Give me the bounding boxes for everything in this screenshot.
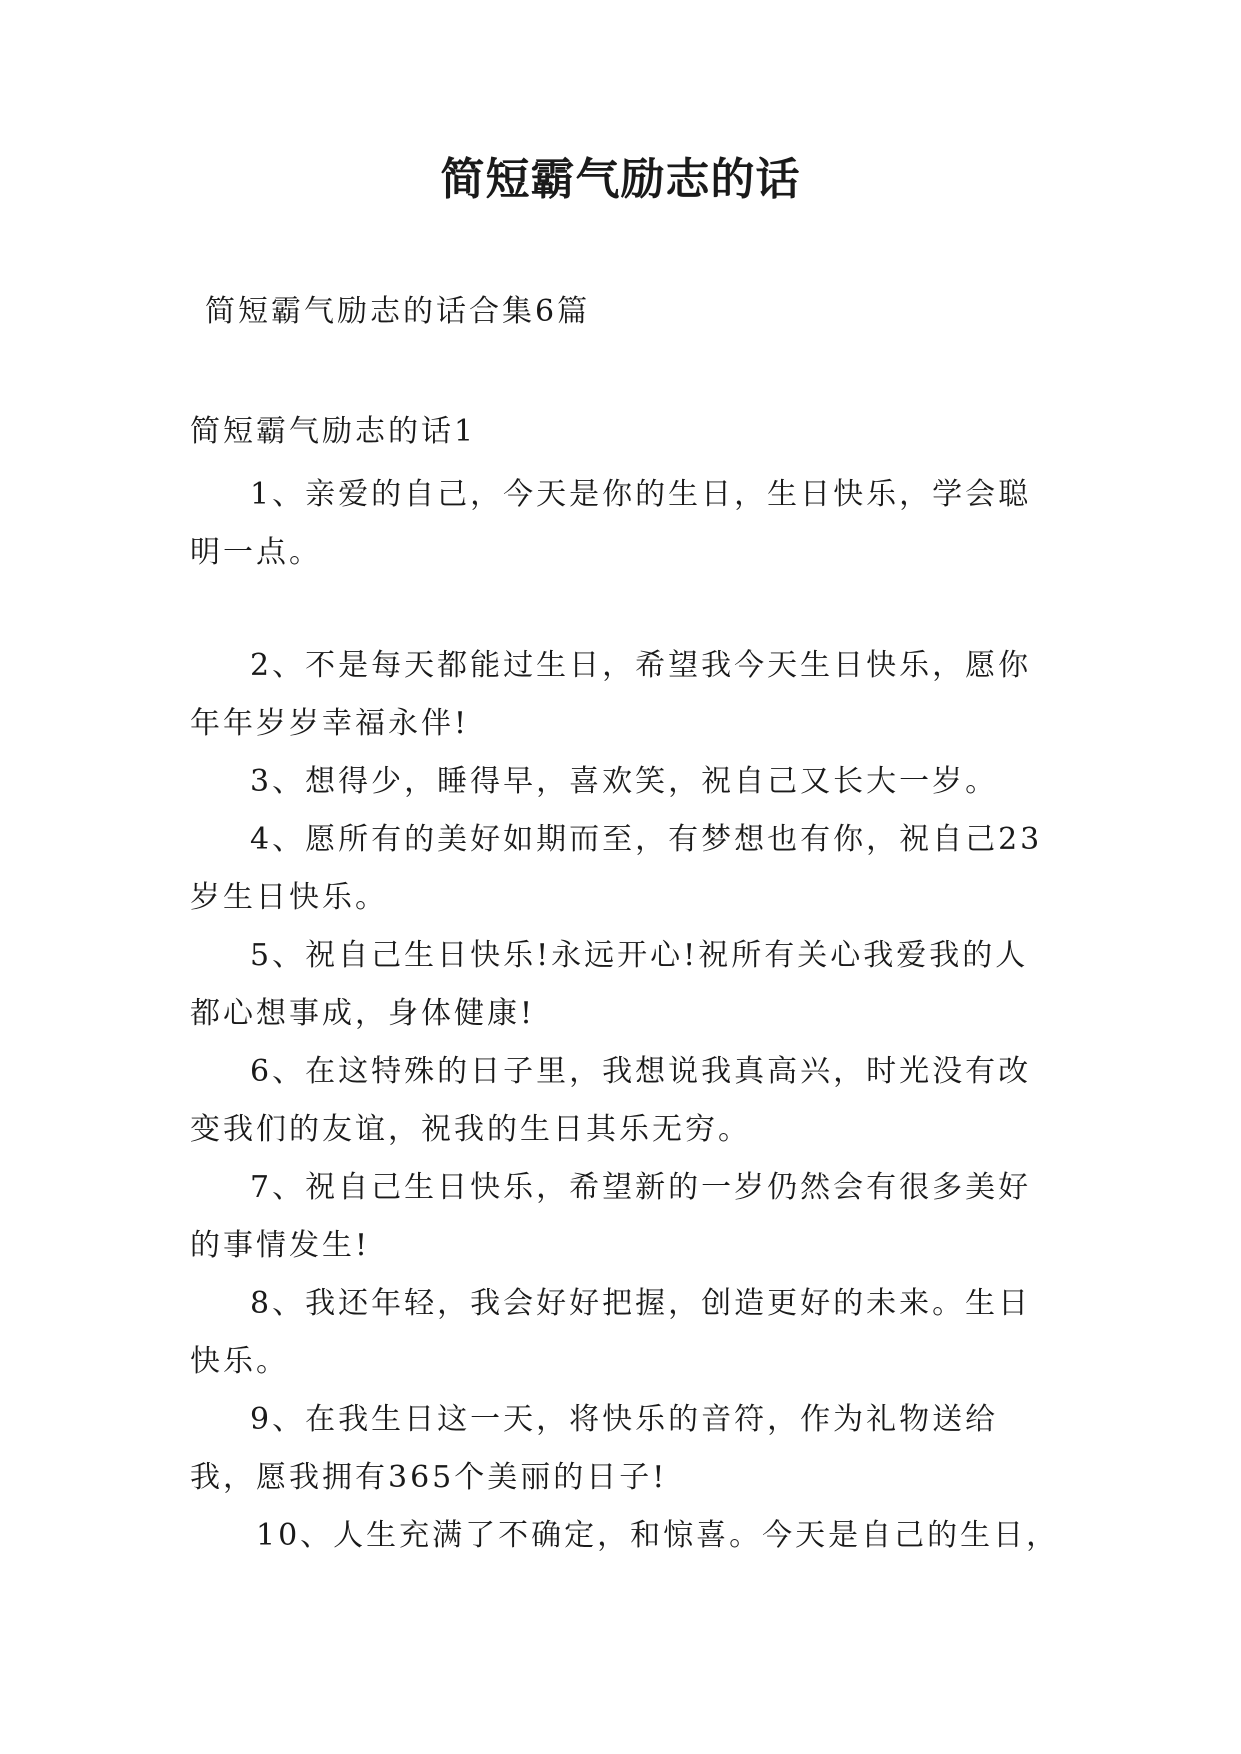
paragraph-8: 8、我还年轻，我会好好把握，创造更好的未来。生日快乐。 [190, 1286, 1032, 1379]
paragraph-9: 9、在我生日这一天，将快乐的音符，作为礼物送给我，愿我拥有365个美丽的日子! [190, 1402, 999, 1495]
paragraph-5: 5、祝自己生日快乐!永远开心!祝所有关心我爱我的人都心想事成，身体健康! [190, 938, 1029, 1031]
section-heading: 简短霸气励志的话1 [190, 414, 477, 449]
paragraph-4: 4、愿所有的美好如期而至，有梦想也有你，祝自己23岁生日快乐。 [190, 822, 1043, 915]
paragraph-10: 10、人生充满了不确定，和惊喜。今天是自己的生日， [256, 1518, 1060, 1553]
paragraph-1: 1、亲爱的自己，今天是你的生日，生日快乐，学会聪明一点。 [190, 477, 1032, 570]
document-subtitle: 简短霸气励志的话合集6篇 [205, 294, 591, 329]
paragraph-6: 6、在这特殊的日子里，我想说我真高兴，时光没有改变我们的友谊，祝我的生日其乐无穷。 [190, 1054, 1032, 1147]
paragraph-2: 2、不是每天都能过生日，希望我今天生日快乐，愿你年年岁岁幸福永伴! [190, 648, 1032, 741]
paragraph-3: 3、想得少，睡得早，喜欢笑，祝自己又长大一岁。 [250, 764, 999, 799]
document-title: 简短霸气励志的话 [440, 154, 801, 205]
paragraph-7: 7、祝自己生日快乐，希望新的一岁仍然会有很多美好的事情发生! [190, 1170, 1032, 1263]
